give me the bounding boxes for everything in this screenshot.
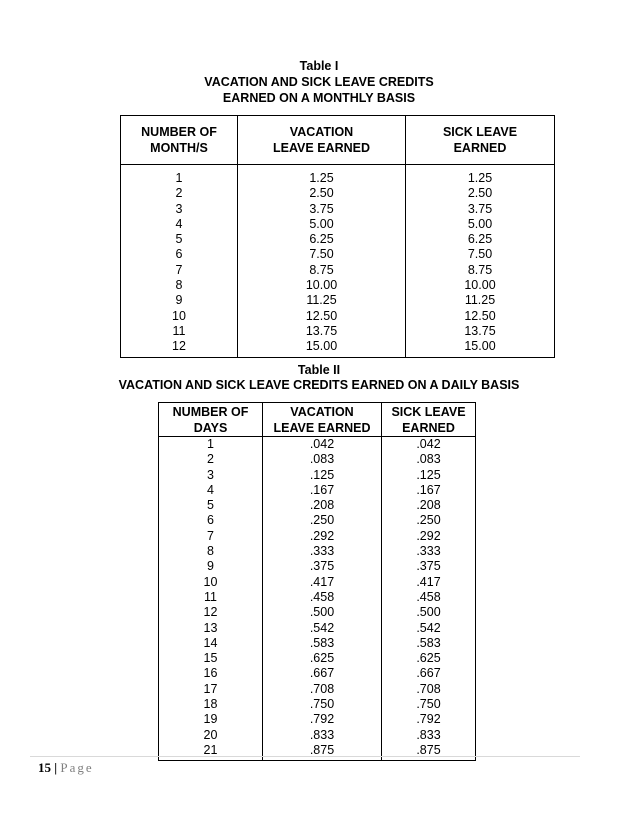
- table-cell: .750: [263, 697, 382, 712]
- table-row: [121, 165, 555, 187]
- table1-title: Table I: [299, 59, 339, 73]
- table-cell: 8.75: [238, 263, 406, 278]
- table-cell: .417: [382, 575, 476, 590]
- table-row: [121, 339, 555, 357]
- table-cell: .625: [263, 651, 382, 666]
- table-cell: .792: [382, 712, 476, 727]
- table-cell: .583: [263, 636, 382, 651]
- page-number: 15: [38, 760, 51, 775]
- table-header-row: [121, 116, 555, 165]
- table-row: [159, 452, 476, 467]
- table-cell: .542: [263, 621, 382, 636]
- table-cell: .792: [263, 712, 382, 727]
- table-cell: .750: [382, 697, 476, 712]
- table-cell: 14: [159, 636, 263, 651]
- table-row: [159, 575, 476, 590]
- table-cell: .167: [382, 483, 476, 498]
- table-header-row: [159, 403, 476, 437]
- table-cell: .542: [382, 621, 476, 636]
- table-cell: 8: [121, 278, 238, 293]
- table-row: [159, 743, 476, 761]
- column-header: SICK LEAVE EARNED: [382, 403, 476, 437]
- table2-caption-line1: VACATION AND SICK LEAVE CREDITS EARNED ON A DAILY BASIS: [118, 378, 520, 392]
- table-cell: 8: [159, 544, 263, 559]
- table-row: [159, 728, 476, 743]
- table-cell: 12.50: [238, 309, 406, 324]
- table-cell: 7: [159, 529, 263, 544]
- table-row: [121, 263, 555, 278]
- table-cell: .667: [263, 666, 382, 681]
- table-cell: 17: [159, 682, 263, 697]
- table-cell: .667: [382, 666, 476, 681]
- table-cell: .250: [382, 513, 476, 528]
- table-cell: 9: [121, 293, 238, 308]
- table-cell: .042: [263, 437, 382, 453]
- table-cell: .083: [382, 452, 476, 467]
- table-cell: .250: [263, 513, 382, 528]
- table-row: [121, 217, 555, 232]
- page-footer: [38, 760, 94, 776]
- column-header: VACATION LEAVE EARNED: [263, 403, 382, 437]
- table-cell: .625: [382, 651, 476, 666]
- table-row: [159, 697, 476, 712]
- table-cell: 1: [121, 165, 238, 187]
- table-cell: .875: [382, 743, 476, 761]
- table-cell: 7.50: [406, 247, 555, 262]
- table-cell: 5.00: [238, 217, 406, 232]
- table-cell: .375: [263, 559, 382, 574]
- table-cell: 7.50: [238, 247, 406, 262]
- table-cell: 13.75: [406, 324, 555, 339]
- table-cell: .417: [263, 575, 382, 590]
- table-cell: 10.00: [238, 278, 406, 293]
- table-cell: 11: [121, 324, 238, 339]
- footer-divider: [30, 756, 580, 757]
- table-cell: 3: [121, 202, 238, 217]
- table-row: [159, 513, 476, 528]
- table-row: [121, 324, 555, 339]
- table-cell: 2: [121, 186, 238, 201]
- table-cell: 6.25: [238, 232, 406, 247]
- table-cell: .333: [263, 544, 382, 559]
- table-cell: 2.50: [238, 186, 406, 201]
- table-cell: 6: [159, 513, 263, 528]
- table-cell: 16: [159, 666, 263, 681]
- table-cell: 21: [159, 743, 263, 761]
- daily-leave-table: [158, 402, 476, 761]
- table-row: [159, 590, 476, 605]
- table-cell: .833: [263, 728, 382, 743]
- table-row: [159, 605, 476, 620]
- table-cell: 4: [159, 483, 263, 498]
- table-cell: 6: [121, 247, 238, 262]
- column-header: VACATION LEAVE EARNED: [238, 116, 406, 165]
- table-row: [159, 498, 476, 513]
- table-cell: 19: [159, 712, 263, 727]
- table-cell: 5.00: [406, 217, 555, 232]
- table-cell: .292: [382, 529, 476, 544]
- table-row: [159, 651, 476, 666]
- table-row: [121, 278, 555, 293]
- monthly-leave-table: [120, 115, 555, 358]
- table-cell: 6.25: [406, 232, 555, 247]
- table-cell: 11.25: [406, 293, 555, 308]
- table-row: [159, 437, 476, 453]
- table-cell: 15.00: [406, 339, 555, 357]
- table-cell: 2.50: [406, 186, 555, 201]
- table-cell: .458: [263, 590, 382, 605]
- table-cell: .500: [263, 605, 382, 620]
- table-row: [159, 559, 476, 574]
- table-cell: 9: [159, 559, 263, 574]
- table-cell: 12.50: [406, 309, 555, 324]
- table-cell: .167: [263, 483, 382, 498]
- table-cell: 15.00: [238, 339, 406, 357]
- table-cell: 10: [121, 309, 238, 324]
- table-cell: 18: [159, 697, 263, 712]
- table-row: [159, 483, 476, 498]
- table-cell: .708: [263, 682, 382, 697]
- table-cell: .083: [263, 452, 382, 467]
- table-cell: .875: [263, 743, 382, 761]
- table-cell: .708: [382, 682, 476, 697]
- table-cell: 10.00: [406, 278, 555, 293]
- table-cell: .833: [382, 728, 476, 743]
- table-row: [159, 666, 476, 681]
- column-header: NUMBER OF DAYS: [159, 403, 263, 437]
- table1-caption-line1: VACATION AND SICK LEAVE CREDITS: [204, 75, 434, 89]
- table-cell: .208: [382, 498, 476, 513]
- table-cell: .500: [382, 605, 476, 620]
- table-cell: 7: [121, 263, 238, 278]
- table-cell: .125: [263, 468, 382, 483]
- table-cell: .583: [382, 636, 476, 651]
- table-row: [159, 468, 476, 483]
- table-cell: 13: [159, 621, 263, 636]
- table-cell: .125: [382, 468, 476, 483]
- table-cell: 13.75: [238, 324, 406, 339]
- column-header: SICK LEAVE EARNED: [406, 116, 555, 165]
- table-cell: 12: [159, 605, 263, 620]
- table-cell: 2: [159, 452, 263, 467]
- table-row: [159, 529, 476, 544]
- table-row: [159, 544, 476, 559]
- table-row: [121, 202, 555, 217]
- table-cell: 1.25: [238, 165, 406, 187]
- page-label: Page: [60, 760, 94, 775]
- table-cell: .375: [382, 559, 476, 574]
- table-row: [121, 309, 555, 324]
- table-body: [159, 437, 476, 761]
- table-row: [121, 186, 555, 201]
- table-cell: 11: [159, 590, 263, 605]
- table2-title: Table II: [297, 363, 341, 377]
- table-cell: 8.75: [406, 263, 555, 278]
- table-cell: 3.75: [406, 202, 555, 217]
- table-row: [121, 247, 555, 262]
- table-cell: .458: [382, 590, 476, 605]
- table-cell: 20: [159, 728, 263, 743]
- table-cell: 1: [159, 437, 263, 453]
- table1-caption-line2: EARNED ON A MONTHLY BASIS: [222, 91, 416, 105]
- table-row: [159, 682, 476, 697]
- table-row: [159, 621, 476, 636]
- table-cell: .292: [263, 529, 382, 544]
- footer-separator: |: [51, 760, 61, 775]
- table-cell: 3: [159, 468, 263, 483]
- table-cell: 4: [121, 217, 238, 232]
- table-body: [121, 165, 555, 358]
- table-row: [121, 232, 555, 247]
- table-cell: 15: [159, 651, 263, 666]
- table-cell: 12: [121, 339, 238, 357]
- table-cell: 3.75: [238, 202, 406, 217]
- table-cell: 5: [121, 232, 238, 247]
- table-cell: 1.25: [406, 165, 555, 187]
- table-cell: 5: [159, 498, 263, 513]
- table-row: [159, 712, 476, 727]
- table-cell: 10: [159, 575, 263, 590]
- table-cell: 11.25: [238, 293, 406, 308]
- table-cell: .042: [382, 437, 476, 453]
- table-cell: .333: [382, 544, 476, 559]
- table-row: [121, 293, 555, 308]
- column-header: NUMBER OF MONTH/S: [121, 116, 238, 165]
- table-row: [159, 636, 476, 651]
- table-cell: .208: [263, 498, 382, 513]
